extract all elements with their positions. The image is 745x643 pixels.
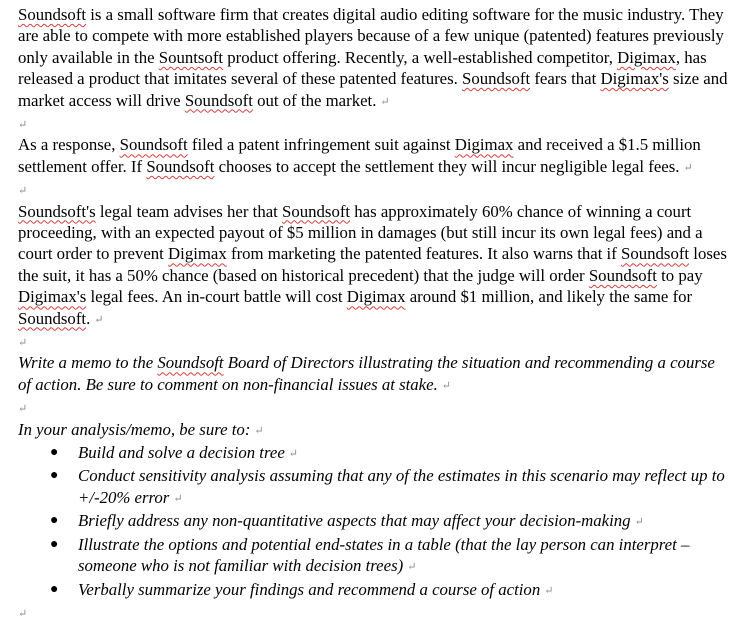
company-name: Soundsoft <box>588 265 657 285</box>
company-name: Soundsoft <box>184 90 253 110</box>
paragraph-mark-icon: ↵ <box>254 424 264 437</box>
empty-paragraph <box>18 179 730 200</box>
text-run: , has released a product that imitates several of these patented features. <box>18 47 707 89</box>
paragraph-mark-icon: ↵ <box>407 561 417 574</box>
list-item <box>18 510 730 533</box>
empty-paragraph <box>18 331 730 352</box>
empty-paragraph <box>18 397 730 418</box>
paragraph-settlement <box>18 134 730 179</box>
text-run: and received a $1.5 million settlement offer. If <box>18 135 701 176</box>
company-name: Sountsoft <box>158 47 224 67</box>
paragraph-mark-icon: ↵ <box>634 516 644 529</box>
paragraph-intro <box>18 4 730 113</box>
competitor-name: Digimax's <box>600 69 669 89</box>
competitor-name: Digimax <box>454 135 514 155</box>
paragraph-mark-icon: ↵ <box>18 607 28 620</box>
empty-paragraph <box>18 113 730 134</box>
bullet-icon: ● <box>50 513 59 529</box>
paragraph-mark-icon: ↵ <box>441 379 451 392</box>
company-name: Soundsoft <box>146 156 215 176</box>
list-item <box>18 534 730 579</box>
competitor-name: Digimax <box>346 287 406 307</box>
text-run: is a small software firm that creates digital audio editing software for the music industry. They are able to compete with more established players because of a few unique (patented) features previously only available in the <box>18 5 724 67</box>
empty-paragraph <box>18 602 730 623</box>
paragraph-legal-advice <box>18 201 730 331</box>
text-run: Board of Directors illustrating the situation and recommending a course of action. Be sure to comment on non-financial issues at stake. <box>18 353 715 394</box>
paragraph-mark-icon: ↵ <box>380 95 390 108</box>
task-list <box>18 442 730 602</box>
text-run: has approximately 60% chance of winning a court proceeding, with an expected payout of $5 million in damages (but still incur its own legal fees) and a court order to prevent <box>18 201 703 264</box>
text-run: to pay <box>656 265 703 285</box>
text-run: legal team advises her that <box>95 201 283 221</box>
competitor-name: Digimax <box>617 47 676 67</box>
list-item-text: Verbally summarize your findings and recommend a course of action <box>78 579 541 599</box>
company-name: Soundsoft <box>462 69 531 89</box>
text-run: chooses to accept the settlement they will incur negligible legal fees. <box>214 156 680 176</box>
paragraph-mark-icon: ↵ <box>18 403 28 416</box>
bullet-icon: ● <box>50 468 59 484</box>
paragraph-mark-icon: ↵ <box>288 448 298 461</box>
paragraph-mark-icon: ↵ <box>18 337 28 350</box>
company-name: Soundsoft's <box>18 201 96 221</box>
text-run: from marketing the patented features. It also warns that if <box>226 244 622 264</box>
paragraph-assignment <box>18 352 730 397</box>
paragraph-mark-icon: ↵ <box>683 161 693 174</box>
text-run: . <box>86 308 91 328</box>
paragraph-instructions <box>18 419 730 442</box>
list-item <box>18 579 730 602</box>
list-item-text: Briefly address any non-quantitative aspects that may affect your decision-making <box>78 511 631 531</box>
paragraph-mark-icon: ↵ <box>544 584 554 597</box>
list-item <box>18 465 730 510</box>
list-item <box>18 442 730 465</box>
text-run: out of the market. <box>252 90 377 110</box>
company-name: Soundsoft <box>18 308 87 328</box>
company-name: Soundsoft <box>119 135 188 155</box>
paragraph-mark-icon: ↵ <box>18 185 28 198</box>
list-item-text: Build and solve a decision tree <box>78 443 285 463</box>
document-page <box>18 4 730 623</box>
company-name: Soundsoft <box>18 5 87 24</box>
paragraph-mark-icon: ↵ <box>94 313 104 326</box>
text-run: legal fees. An in-court battle will cost <box>86 287 347 307</box>
text-run: loses the suit, it has a 50% chance (based on historical precedent) that the judge will order <box>18 244 727 285</box>
paragraph-mark-icon: ↵ <box>173 492 183 505</box>
bullet-icon: ● <box>50 581 59 597</box>
text-run: fears that <box>530 69 601 89</box>
company-name: Soundsoft <box>157 353 224 373</box>
competitor-name: Digimax's <box>18 287 87 307</box>
list-item-text: Illustrate the options and potential end-states in a table (that the lay person can interpret – someone who is not familiar with decision trees) <box>78 534 690 576</box>
text-run: Write a memo to the <box>18 353 158 373</box>
text-run: As a response, <box>18 135 120 155</box>
text-run: In your analysis/memo, be sure to: <box>18 419 251 439</box>
list-item-text: Conduct sensitivity analysis assuming that any of the estimates in this scenario may reflect up to +/-20% error <box>78 466 725 507</box>
competitor-name: Digimax <box>168 244 227 264</box>
text-run: filed a patent infringement suit against <box>187 135 455 155</box>
bullet-icon: ● <box>50 445 59 461</box>
company-name: Soundsoft <box>282 201 351 221</box>
text-run: around $1 million, and likely the same for <box>405 287 693 307</box>
paragraph-mark-icon: ↵ <box>18 119 28 132</box>
company-name: Soundsoft <box>621 244 690 264</box>
bullet-icon: ● <box>50 536 59 552</box>
text-run: product offering. Recently, a well-established competitor, <box>223 47 618 67</box>
text-run: size and market access will drive <box>18 69 728 110</box>
